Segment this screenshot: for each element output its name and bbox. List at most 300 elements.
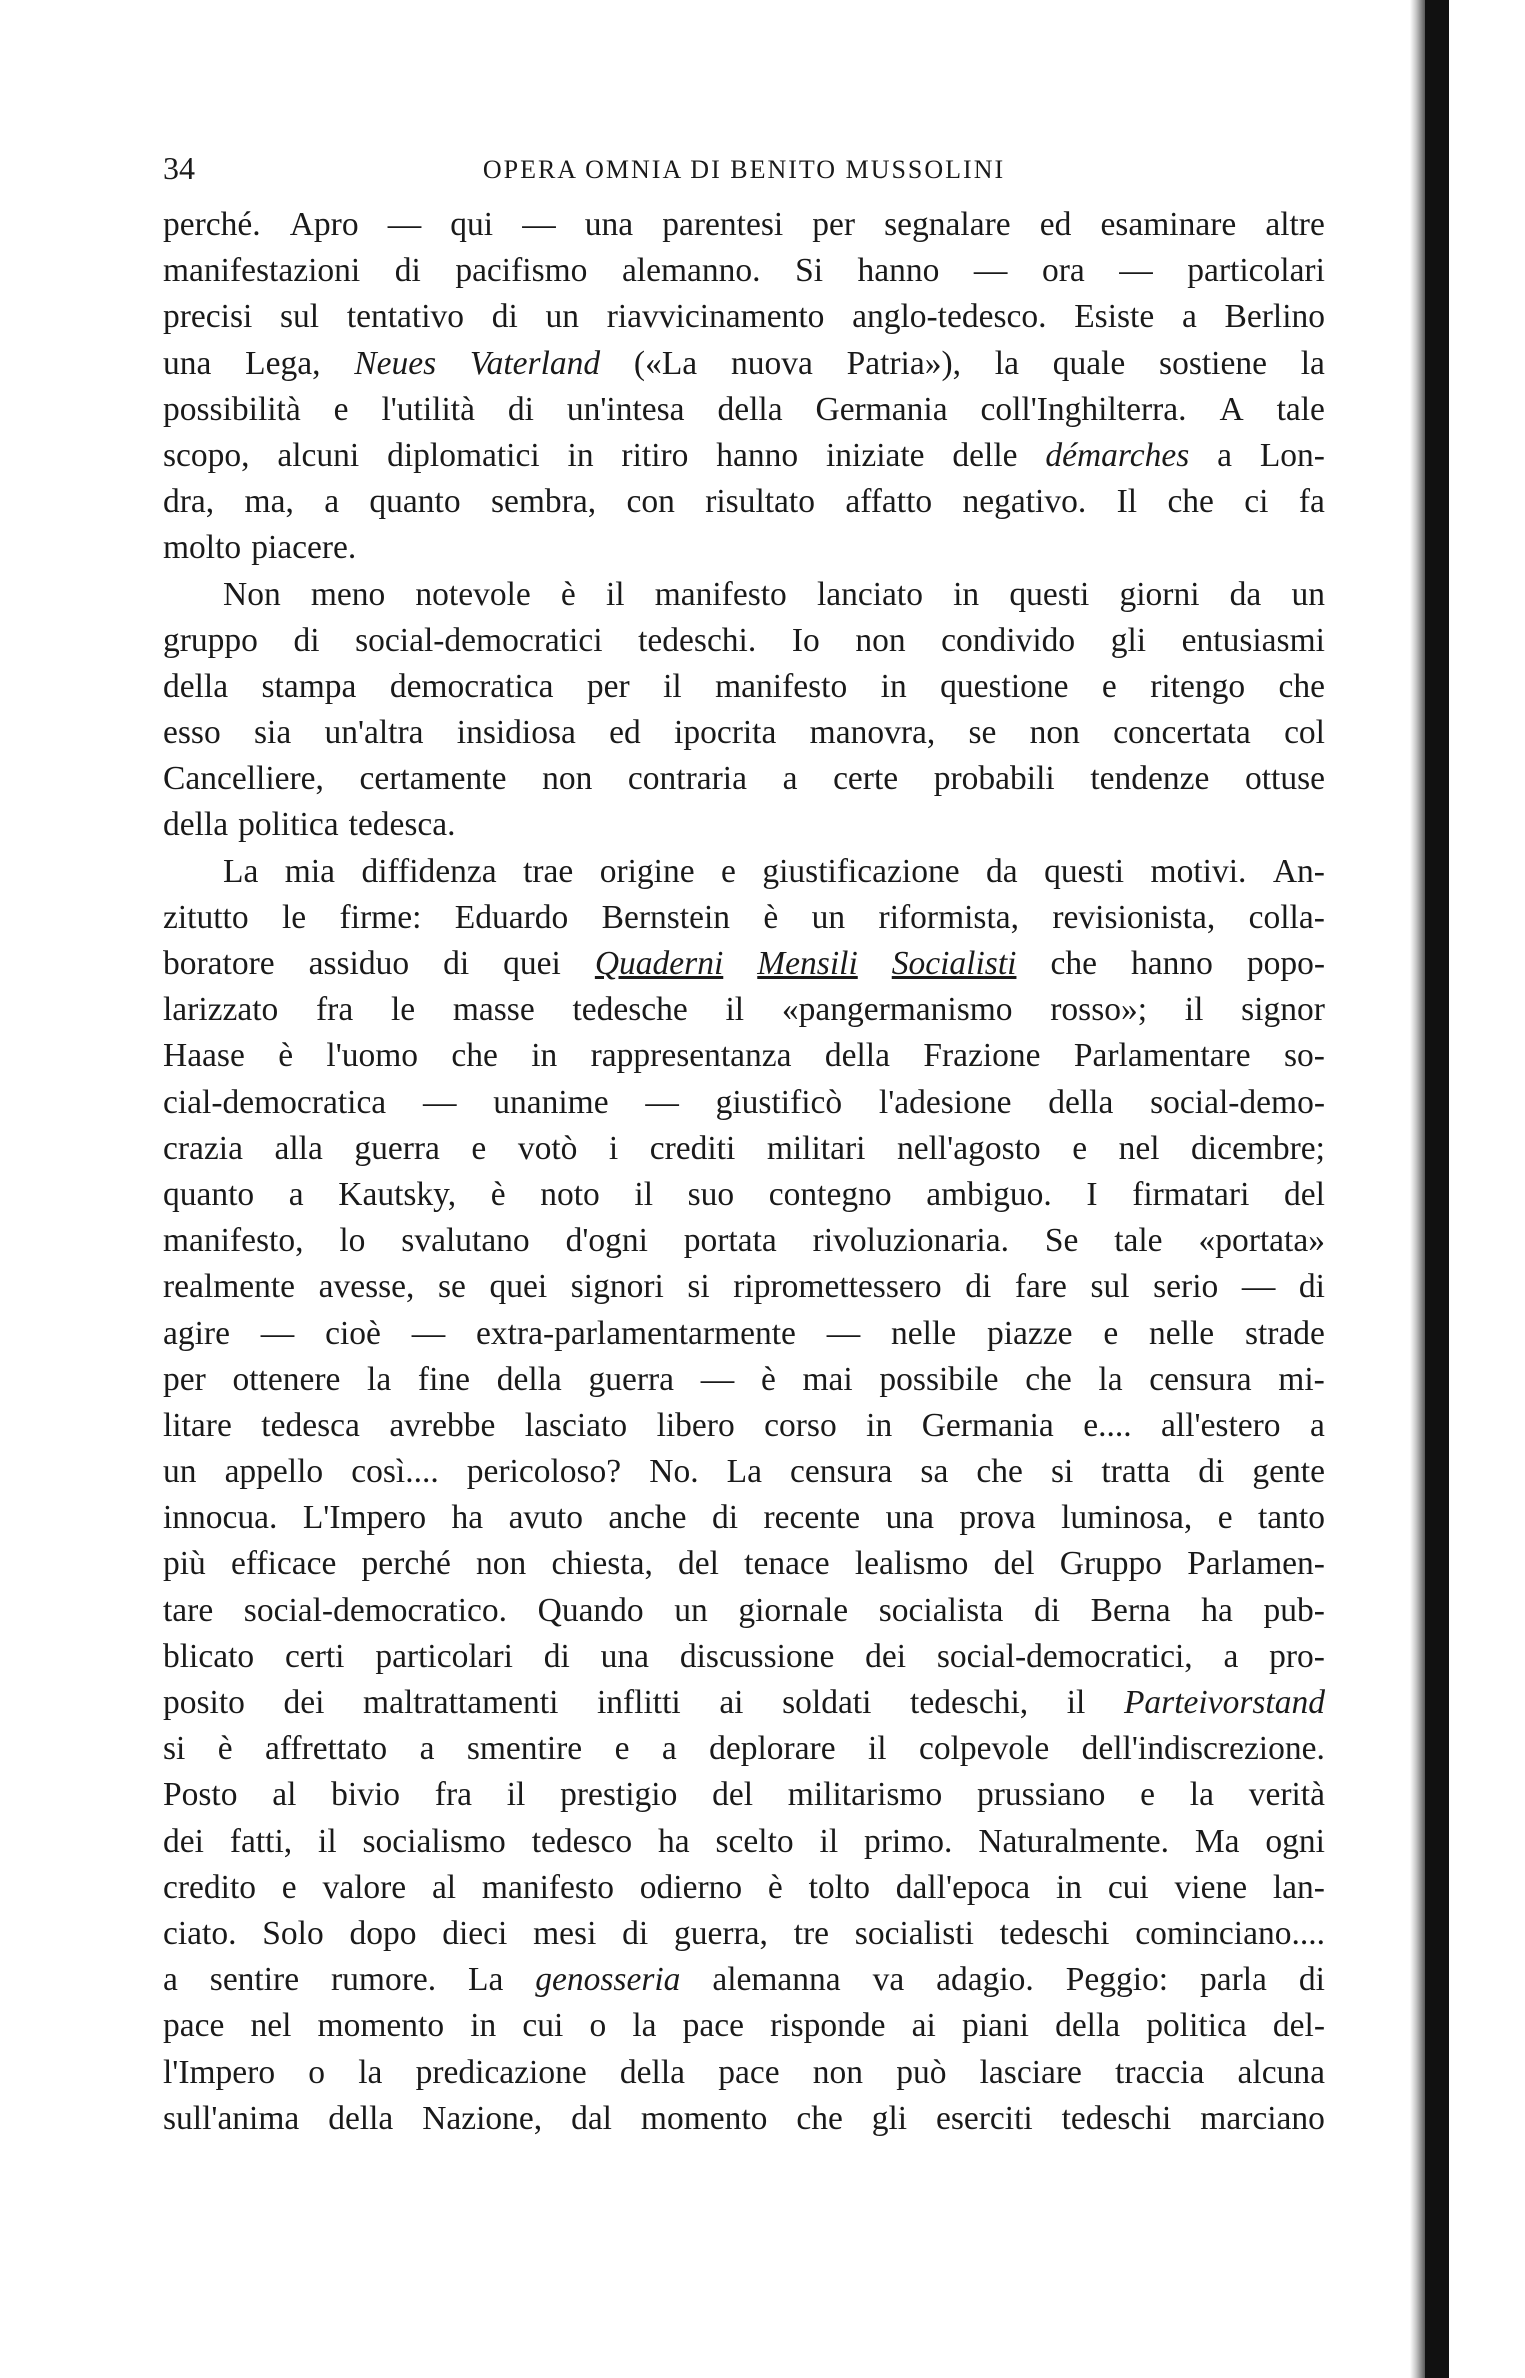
word: nuova bbox=[730, 344, 813, 382]
word: socialisti bbox=[854, 1914, 974, 1952]
word: in bbox=[866, 1406, 893, 1444]
word: Parteivorstand bbox=[1123, 1684, 1325, 1721]
word: possibilità bbox=[163, 390, 301, 428]
word: ha bbox=[658, 1822, 690, 1860]
word: social-democratici, bbox=[936, 1637, 1193, 1675]
word: ora bbox=[1041, 252, 1085, 290]
word: affrettato bbox=[265, 1730, 388, 1768]
word: delle bbox=[952, 436, 1018, 474]
word: quanto bbox=[163, 1175, 255, 1213]
text-line bbox=[163, 248, 1325, 294]
word: nelle bbox=[1149, 1314, 1215, 1352]
word: Berna bbox=[1090, 1591, 1171, 1629]
word: — bbox=[973, 252, 1008, 290]
word: è bbox=[490, 1175, 506, 1213]
word: piacere. bbox=[251, 529, 357, 567]
word: guerra bbox=[588, 1360, 675, 1398]
word: boratore bbox=[163, 945, 275, 982]
word: nel bbox=[250, 2007, 292, 2045]
word: Neues bbox=[354, 344, 437, 382]
word: piazze bbox=[986, 1314, 1073, 1352]
word: sia bbox=[253, 714, 292, 752]
word: un bbox=[163, 1453, 197, 1491]
word: credito bbox=[163, 1868, 257, 1906]
word: hanno bbox=[1130, 945, 1213, 982]
word: è bbox=[767, 1868, 783, 1906]
word: tratta bbox=[1101, 1453, 1171, 1491]
text-line bbox=[163, 341, 1325, 387]
word: tale bbox=[1114, 1222, 1163, 1260]
text-line bbox=[163, 2096, 1325, 2142]
word: un'altra bbox=[324, 714, 424, 752]
word: di bbox=[491, 298, 518, 336]
word: altre bbox=[1265, 206, 1325, 243]
word: l'uomo bbox=[326, 1037, 419, 1075]
word: Bernstein bbox=[601, 898, 731, 936]
word: firme: bbox=[339, 898, 422, 936]
word: ha bbox=[451, 1499, 484, 1537]
word: inflitti bbox=[596, 1684, 681, 1721]
word: di bbox=[443, 945, 470, 982]
word: il bbox=[663, 667, 682, 705]
word: parentesi bbox=[662, 206, 784, 243]
word: Germania bbox=[921, 1406, 1054, 1444]
word: lasciare bbox=[979, 2053, 1082, 2091]
word: tenace bbox=[744, 1545, 830, 1583]
word: non bbox=[812, 2053, 863, 2091]
word: di bbox=[1298, 1961, 1325, 1999]
word: per bbox=[163, 1360, 206, 1398]
word: cioè bbox=[325, 1314, 381, 1352]
word: signor bbox=[1241, 991, 1325, 1029]
word: precisi bbox=[163, 298, 253, 336]
word: a bbox=[1310, 1406, 1325, 1444]
word: Haase bbox=[163, 1037, 245, 1075]
word: tentativo bbox=[346, 298, 465, 336]
word: dicembre; bbox=[1191, 1129, 1325, 1167]
word: risultato bbox=[705, 483, 815, 521]
word: della bbox=[163, 806, 229, 844]
word: e bbox=[1103, 1314, 1119, 1352]
word: dell'indiscrezione. bbox=[1081, 1730, 1325, 1768]
word: ci bbox=[1244, 483, 1269, 521]
word: alcuni bbox=[277, 436, 360, 474]
word: certi bbox=[284, 1637, 345, 1675]
text-line bbox=[163, 525, 1325, 571]
word: so- bbox=[1283, 1037, 1325, 1075]
word: — bbox=[645, 1083, 679, 1121]
word: colla- bbox=[1248, 898, 1325, 936]
word: pub- bbox=[1263, 1591, 1325, 1629]
word: parla bbox=[1199, 1961, 1267, 1999]
word: riavvicinamento bbox=[606, 298, 825, 336]
word: momento bbox=[317, 2007, 445, 2045]
word: molto bbox=[163, 529, 242, 567]
word: più bbox=[163, 1545, 206, 1583]
word: se bbox=[438, 1268, 466, 1306]
word: recente bbox=[763, 1499, 861, 1537]
word: la bbox=[1098, 1360, 1123, 1398]
word: realmente bbox=[163, 1268, 296, 1306]
word: Quando bbox=[537, 1591, 644, 1629]
word: politica bbox=[1146, 2007, 1247, 2045]
word: un bbox=[1291, 575, 1325, 613]
word: diffidenza bbox=[361, 852, 497, 890]
word: Nazione, bbox=[422, 2099, 543, 2137]
word: le bbox=[390, 991, 416, 1029]
word: di bbox=[622, 1914, 649, 1952]
word: col bbox=[1284, 714, 1325, 752]
word: soldati bbox=[782, 1684, 872, 1721]
word: lealismo bbox=[854, 1545, 969, 1583]
word: traccia bbox=[1115, 2053, 1205, 2091]
word: se bbox=[968, 714, 997, 752]
word: dall'epoca bbox=[895, 1868, 1031, 1906]
word: scelto bbox=[715, 1822, 794, 1860]
word: tare bbox=[163, 1591, 214, 1629]
word: perché. bbox=[163, 206, 261, 243]
word: della bbox=[619, 2053, 686, 2091]
word: possibile bbox=[879, 1360, 999, 1398]
word: tre bbox=[793, 1914, 830, 1952]
word: quale bbox=[1052, 344, 1126, 382]
word: condivido bbox=[941, 621, 1076, 659]
word: alcuna bbox=[1237, 2053, 1325, 2091]
word: è bbox=[760, 1360, 776, 1398]
word: Ma bbox=[1194, 1822, 1240, 1860]
word: in bbox=[880, 667, 907, 705]
word: per bbox=[586, 667, 630, 705]
word: portata bbox=[683, 1222, 777, 1260]
word: tanto bbox=[1257, 1499, 1325, 1537]
word: giornale bbox=[738, 1591, 849, 1629]
word: mai bbox=[802, 1360, 853, 1398]
word: un bbox=[674, 1591, 708, 1629]
word: prova bbox=[959, 1499, 1036, 1537]
word: quei bbox=[503, 945, 561, 982]
word: non bbox=[855, 621, 906, 659]
text-line bbox=[163, 710, 1325, 756]
text-line bbox=[163, 1033, 1325, 1079]
word: e bbox=[721, 852, 736, 890]
word: politica bbox=[238, 806, 339, 844]
word: contraria bbox=[627, 760, 747, 798]
word: di bbox=[1034, 1591, 1061, 1629]
word: Vaterland bbox=[469, 344, 601, 382]
word: social-demo- bbox=[1150, 1083, 1325, 1121]
word: da bbox=[986, 852, 1018, 890]
word: assiduo bbox=[308, 945, 410, 982]
word: social-democratici bbox=[355, 621, 603, 659]
word: blicato bbox=[163, 1637, 255, 1675]
word: «pangermanismo bbox=[781, 991, 1013, 1029]
word: a bbox=[1223, 1637, 1239, 1675]
word: militarismo bbox=[787, 1776, 943, 1814]
word: unanime bbox=[493, 1083, 609, 1121]
word: tedesca bbox=[261, 1406, 360, 1444]
word: pericoloso? bbox=[466, 1453, 622, 1491]
word: di bbox=[965, 1268, 992, 1306]
word: mi- bbox=[1278, 1360, 1325, 1398]
word: signori bbox=[570, 1268, 664, 1306]
text-line bbox=[163, 433, 1325, 479]
word: «portata» bbox=[1198, 1222, 1325, 1260]
word: litare bbox=[163, 1406, 232, 1444]
word: pacifismo bbox=[455, 252, 588, 290]
word: — bbox=[422, 1083, 457, 1121]
text-line bbox=[163, 1588, 1325, 1634]
word: all'estero bbox=[1161, 1406, 1281, 1444]
word: certamente bbox=[359, 760, 507, 798]
word: — bbox=[260, 1314, 295, 1352]
word: la bbox=[632, 2007, 657, 2045]
word: dal bbox=[571, 2099, 612, 2137]
text-line bbox=[163, 1911, 1325, 1957]
word: appello bbox=[224, 1453, 324, 1491]
word: il bbox=[819, 1822, 839, 1860]
word: probabili bbox=[933, 760, 1055, 798]
word: è bbox=[560, 575, 576, 613]
word: guerra bbox=[354, 1129, 440, 1167]
word: discussione bbox=[679, 1637, 835, 1675]
word: Socialisti bbox=[891, 945, 1017, 982]
word: piani bbox=[961, 2007, 1029, 2045]
page-number: 34 bbox=[163, 150, 195, 186]
word: dieci bbox=[442, 1914, 508, 1952]
word: fra bbox=[434, 1776, 472, 1814]
word: gruppo bbox=[163, 621, 258, 659]
book-gutter-shadow bbox=[1410, 0, 1425, 2378]
word: a bbox=[324, 483, 340, 521]
word: tedesca. bbox=[348, 806, 456, 844]
word: e bbox=[1140, 1776, 1156, 1814]
word: sul bbox=[1090, 1268, 1130, 1306]
word: del bbox=[1283, 1175, 1325, 1213]
word: di bbox=[1298, 1268, 1325, 1306]
word: Se bbox=[1044, 1222, 1079, 1260]
text-line bbox=[163, 202, 1325, 248]
word: corso bbox=[764, 1406, 837, 1444]
word: mesi bbox=[533, 1914, 597, 1952]
word: Il bbox=[1116, 483, 1138, 521]
word: ripromettessero bbox=[733, 1268, 942, 1306]
word: cominciano.... bbox=[1135, 1914, 1325, 1952]
text-line bbox=[163, 479, 1325, 525]
word: serio bbox=[1153, 1268, 1219, 1306]
word: sull'anima bbox=[163, 2099, 300, 2137]
word: Parlamen- bbox=[1187, 1545, 1325, 1583]
word: al bbox=[272, 1776, 297, 1814]
word: a bbox=[1181, 298, 1197, 336]
word: è bbox=[217, 1730, 233, 1768]
word: manifesto, bbox=[163, 1222, 304, 1260]
word: e bbox=[333, 390, 349, 428]
word: rosso»; bbox=[1050, 991, 1148, 1029]
word: una bbox=[163, 344, 212, 382]
word: o bbox=[308, 2053, 326, 2091]
word: La bbox=[726, 1453, 762, 1491]
word: di bbox=[1198, 1453, 1225, 1491]
word: revisionista, bbox=[1052, 898, 1216, 936]
word: del- bbox=[1272, 2007, 1325, 2045]
word: lan- bbox=[1272, 1868, 1325, 1906]
word: può bbox=[896, 2053, 947, 2091]
word: della bbox=[163, 667, 229, 705]
text-line bbox=[163, 1541, 1325, 1587]
word: fatti, bbox=[229, 1822, 293, 1860]
word: masse bbox=[452, 991, 535, 1029]
word: censura bbox=[1149, 1360, 1252, 1398]
word: I bbox=[1086, 1175, 1098, 1213]
word: non bbox=[542, 760, 593, 798]
word: in bbox=[1055, 1868, 1083, 1906]
word: alemanna bbox=[712, 1961, 841, 1999]
word: avuto bbox=[508, 1499, 583, 1537]
text-line bbox=[163, 1865, 1325, 1911]
word: Naturalmente. bbox=[978, 1822, 1169, 1860]
word: ai bbox=[911, 2007, 936, 2045]
word: in bbox=[531, 1037, 558, 1075]
word: e bbox=[1217, 1499, 1233, 1537]
word: il bbox=[725, 991, 745, 1029]
word: firmatari bbox=[1132, 1175, 1250, 1213]
text-line bbox=[163, 1680, 1325, 1726]
word: extra-parlamentarmente bbox=[476, 1314, 796, 1352]
word: riformista, bbox=[878, 898, 1020, 936]
word: della bbox=[1048, 1083, 1114, 1121]
word: ai bbox=[719, 1684, 744, 1721]
word: lanciato bbox=[816, 575, 923, 613]
word: della bbox=[496, 1360, 562, 1398]
word: — bbox=[522, 206, 556, 243]
word: concertata bbox=[1113, 714, 1251, 752]
word: viene bbox=[1174, 1868, 1248, 1906]
word: Lon- bbox=[1259, 436, 1325, 474]
word: la bbox=[1189, 1776, 1214, 1814]
word: ma, bbox=[244, 483, 294, 521]
word: è bbox=[763, 898, 779, 936]
word: Io bbox=[791, 621, 820, 659]
word: Non bbox=[223, 575, 281, 613]
word: di bbox=[507, 390, 534, 428]
word: quanto bbox=[369, 483, 461, 521]
word: e bbox=[281, 1868, 297, 1906]
word: il bbox=[318, 1822, 337, 1860]
word: — bbox=[1241, 1268, 1276, 1306]
word: manifestazioni bbox=[163, 252, 361, 290]
word: ed bbox=[1039, 206, 1072, 243]
word: giorni bbox=[1119, 575, 1200, 613]
word: socialista bbox=[878, 1591, 1004, 1629]
word: nell'agosto bbox=[896, 1129, 1041, 1167]
word: No. bbox=[649, 1453, 699, 1491]
word: valore bbox=[322, 1868, 407, 1906]
word: che bbox=[1167, 483, 1214, 521]
word: la bbox=[358, 2053, 383, 2091]
word: democratica bbox=[389, 667, 554, 705]
word: di bbox=[394, 252, 421, 290]
word: — bbox=[826, 1314, 861, 1352]
word: Parlamentare bbox=[1073, 1037, 1251, 1075]
word: anche bbox=[608, 1499, 687, 1537]
word: dra, bbox=[163, 483, 215, 521]
word: motivi. bbox=[1150, 852, 1247, 890]
word: di bbox=[543, 1637, 570, 1675]
word: tedeschi, bbox=[910, 1684, 1029, 1721]
word: iniziate bbox=[825, 436, 925, 474]
word: Apro bbox=[289, 206, 359, 243]
word: che bbox=[1278, 667, 1325, 705]
word: questione bbox=[940, 667, 1069, 705]
word: tale bbox=[1276, 390, 1325, 428]
word: pace bbox=[163, 2007, 225, 2045]
word: alemanno. bbox=[621, 252, 761, 290]
word: primo. bbox=[864, 1822, 953, 1860]
word: Si bbox=[795, 252, 824, 290]
word: ottenere bbox=[232, 1360, 341, 1398]
word: a bbox=[782, 760, 798, 798]
word: predicazione bbox=[415, 2053, 587, 2091]
text-line bbox=[163, 941, 1325, 987]
word: va bbox=[872, 1961, 905, 1999]
word: del bbox=[678, 1545, 719, 1583]
word: e bbox=[1101, 667, 1117, 705]
word: pro- bbox=[1269, 1637, 1325, 1675]
word: Solo bbox=[262, 1914, 324, 1952]
word: pace bbox=[718, 2053, 780, 2091]
word: sostiene bbox=[1159, 344, 1267, 382]
text-line bbox=[163, 1218, 1325, 1264]
text-line bbox=[163, 1634, 1325, 1680]
word: odierno bbox=[639, 1868, 743, 1906]
word: ambiguo. bbox=[926, 1175, 1052, 1213]
word: noto bbox=[540, 1175, 600, 1213]
word: militari bbox=[766, 1129, 866, 1167]
word: quei bbox=[489, 1268, 548, 1306]
word: per bbox=[812, 206, 856, 243]
word: démarches bbox=[1045, 436, 1190, 474]
word: negativo. bbox=[962, 483, 1087, 521]
word: la bbox=[994, 344, 1019, 382]
word: a bbox=[661, 1730, 677, 1768]
word: hanno bbox=[857, 252, 940, 290]
word: questi bbox=[1044, 852, 1125, 890]
word: tedesco bbox=[531, 1822, 633, 1860]
word: — bbox=[387, 206, 422, 243]
text-line bbox=[163, 1080, 1325, 1126]
word: — bbox=[700, 1360, 735, 1398]
word: qui bbox=[450, 206, 494, 243]
word: posito bbox=[163, 1684, 245, 1721]
word: il bbox=[634, 1175, 654, 1213]
word: coll'Inghilterra. bbox=[980, 390, 1187, 428]
word: o bbox=[589, 2007, 607, 2045]
text-line bbox=[163, 1957, 1325, 2003]
word: giustificò bbox=[715, 1083, 843, 1121]
word: socialismo bbox=[362, 1822, 506, 1860]
word: smentire bbox=[466, 1730, 583, 1768]
word: sul bbox=[280, 298, 320, 336]
word: questi bbox=[1009, 575, 1090, 613]
word: Frazione bbox=[923, 1037, 1041, 1075]
word: manovra, bbox=[809, 714, 936, 752]
word: tedesche bbox=[572, 991, 688, 1029]
word: verità bbox=[1248, 1776, 1325, 1814]
word: trae bbox=[523, 852, 574, 890]
word: risponde bbox=[770, 2007, 886, 2045]
word: ha bbox=[1201, 1591, 1233, 1629]
word: si bbox=[163, 1730, 186, 1768]
